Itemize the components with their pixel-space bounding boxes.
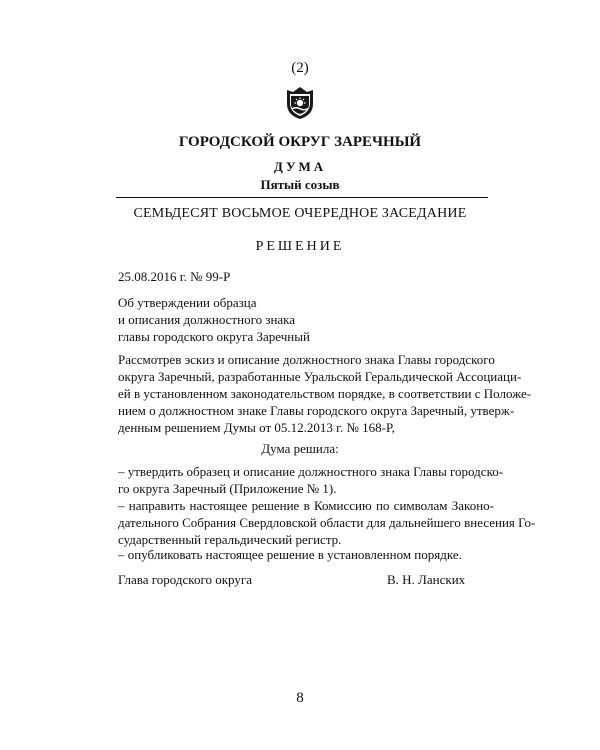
preamble-paragraph xyxy=(118,351,532,436)
convocation: Пятый созыв xyxy=(260,177,340,192)
resolution-item xyxy=(118,497,536,548)
resolution-item xyxy=(118,463,504,497)
item-line: сударственный геральдический регистр. xyxy=(118,532,342,547)
decision-title: РЕШЕНИЕ xyxy=(255,239,345,254)
item-line: го округа Заречный (Приложение № 1). xyxy=(118,481,337,496)
resolved-heading: Дума решила: xyxy=(261,441,339,456)
decision-subject xyxy=(118,294,310,345)
decision-date-number: 25.08.2016 г. № 99-Р xyxy=(118,269,231,284)
item-line: – опубликовать настоящее решение в установленном порядке. xyxy=(118,547,462,562)
body-name: ДУМА xyxy=(273,159,327,174)
preamble-line: Рассмотрев эскиз и описание должностного знака Главы городского xyxy=(118,352,495,367)
session-title: СЕМЬДЕСЯТ ВОСЬМОЕ ОЧЕРЕДНОЕ ЗАСЕДАНИЕ xyxy=(133,206,467,221)
subject-line: главы городского округа Заречный xyxy=(118,329,310,344)
subject-line: Об утверждении образца xyxy=(118,295,257,310)
item-line: дательного Собрания Свердловской области для дальнейшего внесения Го- xyxy=(118,515,536,530)
page-number: 8 xyxy=(296,690,304,706)
item-line: – утвердить образец и описание должностного знака Главы городско- xyxy=(118,464,504,479)
document-number: (2) xyxy=(291,60,309,76)
preamble-line: округа Заречный, разработанные Уральской Геральдической Ассоциаци- xyxy=(118,369,522,384)
header-divider xyxy=(116,197,488,198)
coat-of-arms-icon xyxy=(285,84,315,120)
resolution-item xyxy=(118,546,494,563)
signatory-title: Глава городского округа xyxy=(118,572,252,587)
preamble-line: ей в установленном законодательством порядке, в соответствии с Положе- xyxy=(118,386,532,401)
subject-line: и описания должностного знака xyxy=(118,312,296,327)
signatory-name: В. Н. Ланских xyxy=(387,572,466,587)
item-line: – направить настоящее решение в Комиссию по символам Законо- xyxy=(118,498,494,513)
preamble-line: нием о должностном знаке Главы городского округа Заречный, утверж- xyxy=(118,403,515,418)
preamble-line: денным решением Думы от 05.12.2013 г. № 168-Р, xyxy=(118,420,395,435)
organization-name: ГОРОДСКОЙ ОКРУГ ЗАРЕЧНЫЙ xyxy=(178,134,422,150)
